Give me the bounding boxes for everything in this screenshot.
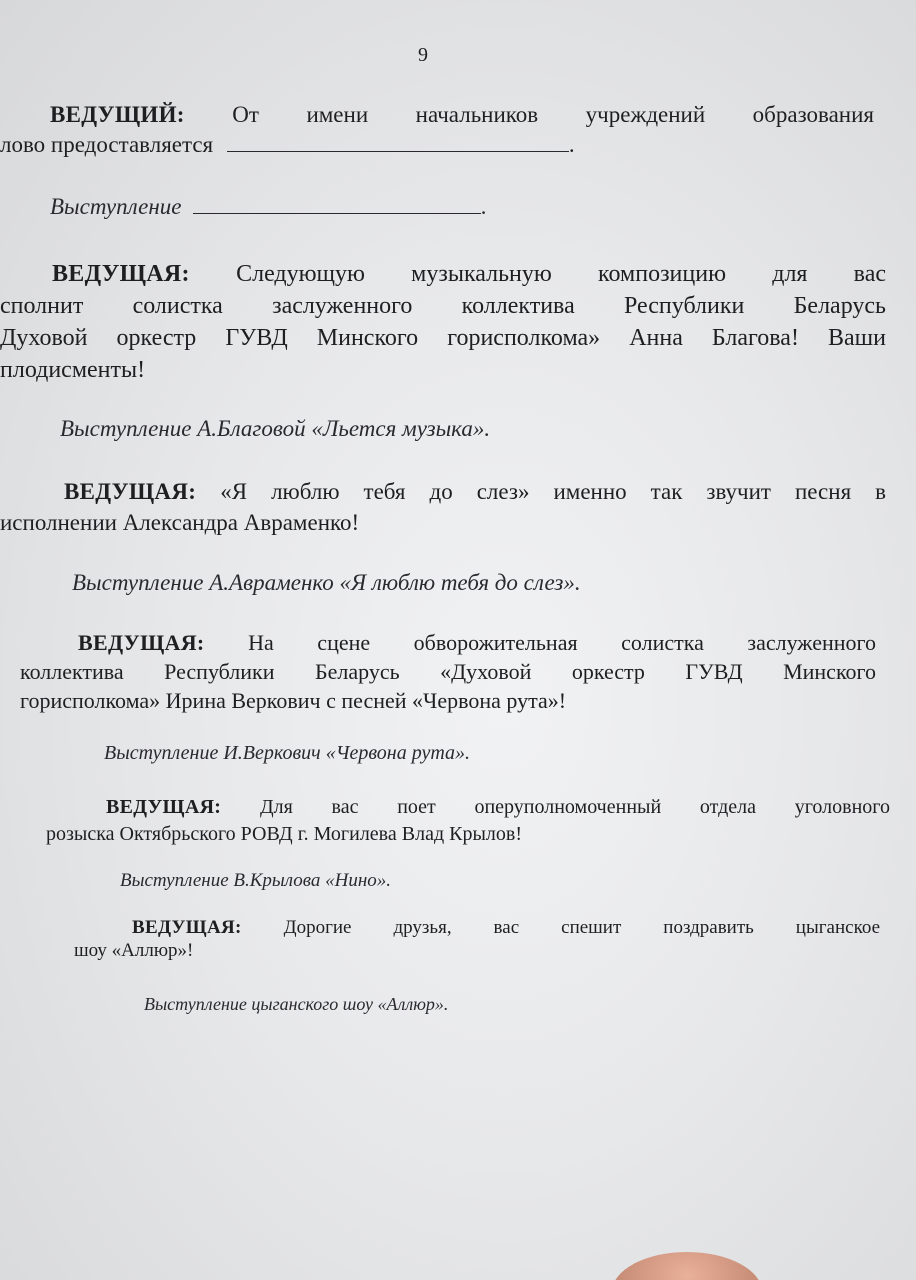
- fill-in-blank: [227, 133, 569, 152]
- speaker-label: ВЕДУЩАЯ:: [52, 261, 190, 287]
- speech-line: плодисменты!: [0, 357, 146, 383]
- fill-in-blank: [193, 195, 481, 214]
- performance-text: Выступление: [50, 194, 182, 219]
- performance-line: [72, 568, 581, 598]
- speech-text: лово предоставляется: [0, 132, 214, 157]
- speech-line: шоу «Аллюр»!: [74, 940, 194, 961]
- performance-line: [120, 868, 391, 893]
- speech-text: Дорогие друзья, вас спешит поздравить цыганское: [283, 917, 880, 938]
- speech-line: [46, 794, 890, 821]
- speaker-label: ВЕДУЩАЯ:: [64, 479, 197, 504]
- speech-block: [46, 794, 890, 848]
- speech-block: [0, 258, 886, 386]
- speech-text: От имени начальников учреждений образования: [232, 102, 875, 127]
- performance-text: Выступление И.Веркович «Червона рута».: [104, 742, 471, 764]
- speech-block: [0, 100, 874, 160]
- speaker-label: ВЕДУЩАЯ:: [78, 630, 205, 655]
- speech-line: Духовой оркестр ГУВД Минского горисполкома» Анна Благова! Ваши: [0, 325, 886, 351]
- punctuation: .: [481, 194, 488, 219]
- speaker-label: ВЕДУЩАЯ:: [106, 796, 222, 818]
- speech-line: исполнении Александра Авраменко!: [0, 510, 360, 535]
- speech-line: розыска Октябрьского РОВД г. Могилева Влад Крылов!: [46, 823, 522, 845]
- speech-line: [0, 258, 886, 290]
- performance-line: [60, 414, 490, 444]
- speech-line: [74, 916, 880, 939]
- speech-text: «Я люблю тебя до слез» именно так звучит песня в: [220, 479, 887, 504]
- speaker-label: ВЕДУЩИЙ:: [50, 102, 185, 127]
- punctuation: .: [568, 132, 575, 157]
- performance-line: [50, 192, 487, 222]
- speech-line: коллектива Республики Беларусь «Духовой оркестр ГУВД Минского: [20, 659, 876, 684]
- speech-line: [0, 100, 874, 130]
- speech-block: [20, 628, 876, 715]
- speaker-label: ВЕДУЩАЯ:: [132, 917, 242, 938]
- speech-text: Следующую музыкальную композицию для вас: [236, 261, 887, 287]
- speech-text: На сцене обворожительная солистка заслуженного: [248, 630, 877, 655]
- performance-text: Выступление В.Крылова «Нино».: [120, 870, 392, 891]
- page-number: 9: [418, 44, 428, 66]
- speech-block: [0, 476, 886, 538]
- speech-line: сполнит солистка заслуженного коллектива Республики Беларусь: [0, 293, 886, 319]
- performance-text: Выступление цыганского шоу «Аллюр».: [144, 994, 449, 1014]
- performance-text: Выступление А.Авраменко «Я люблю тебя до слез».: [72, 570, 581, 595]
- performance-line: [104, 740, 470, 767]
- speech-line: горисполкома» Ирина Веркович с песней «Червона рута»!: [20, 688, 567, 713]
- speech-line: [0, 476, 886, 507]
- performance-line: [144, 992, 448, 1016]
- speech-block: [74, 916, 880, 962]
- performance-text: Выступление А.Благовой «Льется музыка».: [60, 416, 491, 441]
- speech-line: [20, 628, 876, 657]
- thumb-fingertip: [612, 1252, 762, 1280]
- speech-text: Для вас поет оперуполномоченный отдела уголовного: [260, 796, 890, 818]
- speech-line: [0, 130, 874, 160]
